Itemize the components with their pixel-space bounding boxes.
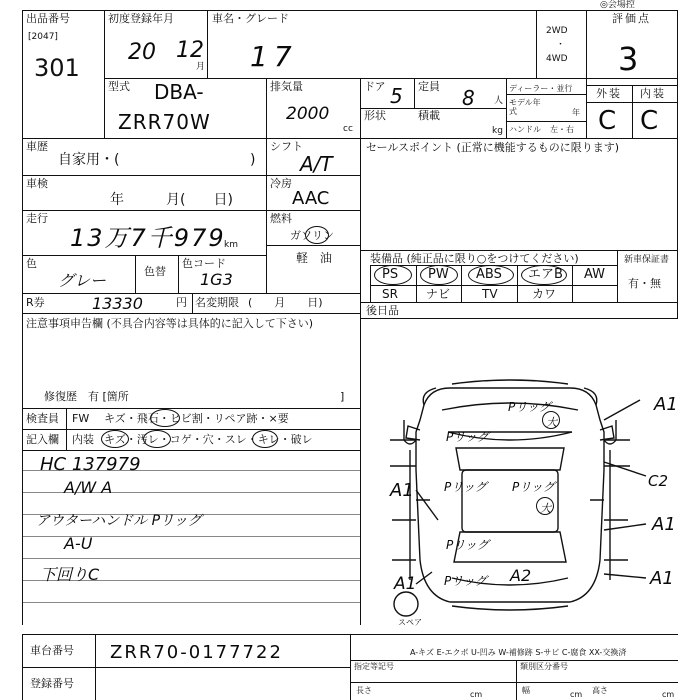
equip-airbag: エアB xyxy=(528,267,563,282)
damage-legend: A-キズ E-エクボ U-凹み W-補修跡 S-サビ C-腐食 XX-交換済 xyxy=(410,648,627,657)
model-top: DBA- xyxy=(154,80,204,104)
ac-label: 冷房 xyxy=(270,177,292,190)
colorcode-value: 1G3 xyxy=(200,270,233,289)
width-label: 幅 xyxy=(522,686,530,695)
displacement-label: 排気量 xyxy=(270,80,303,93)
inspection-value: 年 月( 日) xyxy=(110,192,233,208)
type-class-label: 類別区分番号 xyxy=(520,662,568,671)
length-unit: cm xyxy=(470,690,483,699)
notes-label: 注意事項申告欄 (不具合内容等は具体的に記入して下さい) xyxy=(26,317,314,330)
height-unit: cm xyxy=(662,690,675,699)
meigi-value: ( 月 日) xyxy=(248,296,323,309)
hishaku-circle xyxy=(150,409,180,427)
mileage-unit: km xyxy=(224,240,238,250)
chassis-value: ZRR70-0177722 xyxy=(110,642,283,663)
yogore-circle xyxy=(143,430,171,448)
abs-circle xyxy=(468,265,514,285)
airbag-circle xyxy=(521,265,567,285)
capacity-value: 8 xyxy=(462,86,475,110)
lot-label: 出品番号 xyxy=(26,12,70,25)
shape-label: 形状 xyxy=(364,109,386,122)
dent-left-door: Pリッグ xyxy=(444,480,487,494)
warranty-value: 有・無 xyxy=(628,277,661,290)
first-reg-month: 12 xyxy=(176,38,204,63)
damage-a1-rear-right: A1 xyxy=(650,568,674,589)
equipment-label: 装備品 (純正品に限り○をつけてください) xyxy=(370,252,579,265)
salespoint-label: セールスポイント (正常に機能するものに限ります) xyxy=(366,141,620,154)
designated-label: 指定等記号 xyxy=(354,662,394,671)
repair-label: 修復歴 有 [箇所 xyxy=(44,390,129,403)
dent-roof-circle xyxy=(536,497,554,515)
interior-items: キズ・汚レ・コゲ・穴・スレ・キレ・破レ xyxy=(104,433,313,446)
model-bottom: ZRR70W xyxy=(118,110,211,134)
dent-roof: Pリッグ xyxy=(512,480,555,494)
month-unit: 月 xyxy=(196,62,206,72)
model-label: 型式 xyxy=(108,80,130,93)
handle-value: 左・右 xyxy=(550,125,574,134)
fw-label: FW xyxy=(72,412,90,425)
model-year-label: モデル年式 xyxy=(509,98,541,116)
fuel-diesel: 軽 油 xyxy=(296,251,336,265)
lot-code: [2047] xyxy=(28,32,58,42)
drive-4wd: 4WD xyxy=(546,54,568,64)
first-reg-label: 初度登録年月 xyxy=(108,12,174,25)
damage-a1-rear-left: A1 xyxy=(394,574,417,594)
first-reg-year: 20 xyxy=(128,40,156,65)
remark-line-1: HC 137979 xyxy=(40,454,141,475)
ac-value: AAC xyxy=(292,188,330,209)
carname-label: 車名・グレード xyxy=(212,12,289,25)
capacity-unit: 人 xyxy=(494,96,504,106)
inspection-label: 車検 xyxy=(26,177,48,190)
dent-hood-size: 大 xyxy=(546,416,557,429)
after-items-label: 後日品 xyxy=(366,304,399,317)
ps-circle xyxy=(374,265,412,285)
dent-front-left: Pリッグ xyxy=(446,430,489,444)
door-value: 5 xyxy=(390,84,403,108)
exterior-items: キズ・飛石・ヒビ割・リペア跡・×要 xyxy=(104,412,289,425)
score-value: 3 xyxy=(618,40,639,78)
damage-a1-mid-right: A1 xyxy=(652,514,676,535)
damage-a1-front-right: A1 xyxy=(654,394,678,415)
inspector-label: 検査員 xyxy=(26,412,59,425)
pw-circle xyxy=(420,265,458,285)
drive-2wd: 2WD xyxy=(546,26,568,36)
fuel-gasoline: ガソリン xyxy=(290,229,334,242)
color-value: グレー xyxy=(58,271,107,290)
dent-roof-size: 大 xyxy=(540,502,551,515)
kizu-circle xyxy=(101,430,129,448)
repair-close: ] xyxy=(340,390,345,403)
damage-a2-rear: A2 xyxy=(510,566,532,585)
warranty-label: 新車保証書 xyxy=(624,255,670,265)
shift-value: A/T xyxy=(300,152,333,176)
remark-line-4: A-U xyxy=(64,534,93,553)
history-value: 自家用・( xyxy=(58,152,120,168)
damage-a1-left: A1 xyxy=(390,480,414,501)
width-unit: cm xyxy=(570,690,583,699)
copy-mark: ◎会場控 xyxy=(600,0,635,10)
remark-line-3: アウターハンドル Pリッグ xyxy=(36,513,202,529)
shift-label: シフト xyxy=(270,140,303,153)
capacity-label: 定員 xyxy=(418,80,440,93)
equip-navi: ナビ xyxy=(426,287,451,301)
handle-label: ハンドル xyxy=(509,125,541,134)
equip-ps: PS xyxy=(382,267,399,282)
interior-grade: C xyxy=(640,106,659,136)
drive-dot: ・ xyxy=(556,40,566,50)
damage-c2-right: C2 xyxy=(648,472,669,490)
fuel-label: 燃料 xyxy=(270,212,292,225)
dealer-label: ディーラー・並行 xyxy=(509,84,573,93)
meigi-label: 名変期限 xyxy=(195,296,239,309)
equip-leather: カワ xyxy=(532,287,557,301)
chassis-label: 車台番号 xyxy=(30,644,74,657)
mileage-label: 走行 xyxy=(26,212,48,225)
mileage-value: 13万7千979 xyxy=(70,224,226,252)
lot-number: 301 xyxy=(34,54,80,82)
registration-label: 登録番号 xyxy=(30,677,74,690)
dent-hood: Pリッグ xyxy=(508,400,551,414)
recycle-unit: 円 xyxy=(176,296,187,309)
equip-pw: PW xyxy=(428,267,449,282)
recycle-value: 13330 xyxy=(92,294,143,313)
remark-line-5: 下回りC xyxy=(40,565,100,584)
fuel-gasoline-circle xyxy=(305,226,329,244)
recycle-label: R券 xyxy=(26,296,45,309)
colorcode-label: 色コード xyxy=(182,257,226,270)
dent-hood-circle xyxy=(542,411,560,429)
dent-rear-left: Pリッグ xyxy=(446,538,489,552)
interior-label: 内装 xyxy=(640,87,666,100)
history-label: 車歴 xyxy=(26,140,48,153)
sure-circle xyxy=(252,430,278,448)
exterior-grade: C xyxy=(598,106,617,136)
equip-sr: SR xyxy=(382,287,398,301)
equip-aw: AW xyxy=(584,267,606,282)
remark-line-2: A/W A xyxy=(64,478,113,497)
height-label: 高さ xyxy=(592,686,608,695)
spare-label: スペア xyxy=(398,618,422,627)
displacement-unit: cc xyxy=(343,124,353,134)
carname-value: 17 xyxy=(250,40,298,73)
colorno-label: 色替 xyxy=(144,265,166,278)
history-close: ) xyxy=(250,152,256,168)
interior-items-label: 内装 xyxy=(72,433,94,446)
score-label: 評価点 xyxy=(612,12,651,25)
model-year-unit: 年 xyxy=(572,108,580,117)
exterior-label: 外装 xyxy=(596,87,622,100)
equip-abs: ABS xyxy=(476,267,502,282)
door-label: ドア xyxy=(364,80,386,93)
equip-tv: TV xyxy=(482,287,498,301)
load-unit: kg xyxy=(492,126,503,136)
fill-label: 記入欄 xyxy=(26,433,59,446)
load-label: 積載 xyxy=(418,109,440,122)
displacement-value: 2000 xyxy=(286,104,330,124)
length-label: 長さ xyxy=(356,686,372,695)
color-label: 色 xyxy=(26,257,37,270)
dent-rear-quarter: Pリッグ xyxy=(444,574,487,588)
